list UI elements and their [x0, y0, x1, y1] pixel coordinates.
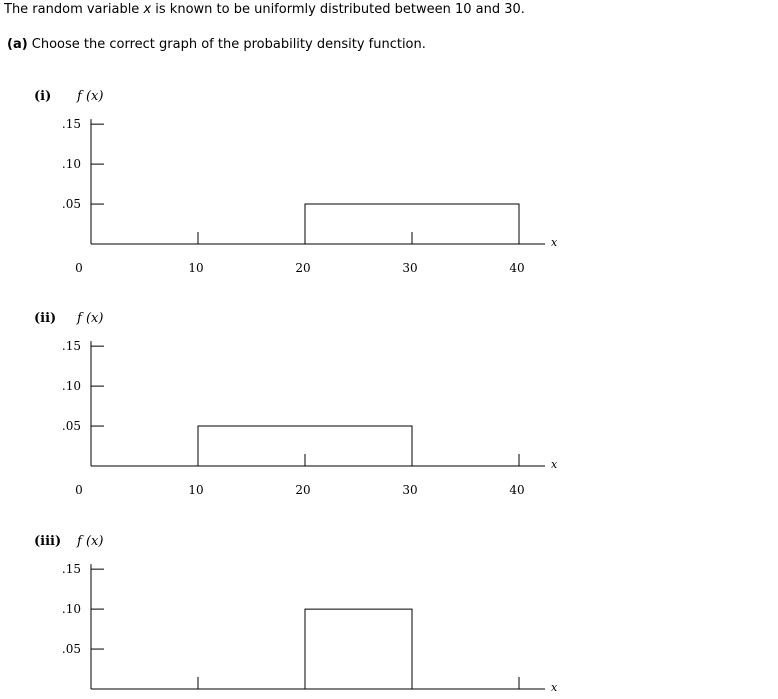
y-tick-label: .15 [61, 117, 81, 132]
x-tick-label: 0 [75, 261, 83, 275]
y-tick-label: .05 [61, 197, 81, 212]
x-tick-label: 10 [188, 261, 204, 275]
option-label: (ii) [34, 311, 57, 326]
x-tick-label: 20 [295, 261, 311, 275]
x-tick-label: 20 [295, 483, 311, 497]
option-label: (iii) [34, 534, 62, 549]
y-tick-label: .15 [61, 339, 81, 354]
pdf-graph-option [34, 311, 558, 497]
density-rectangle [305, 609, 412, 689]
y-axis-title: f (x) [77, 89, 104, 104]
pdf-graph-option [34, 89, 558, 275]
x-tick-label: 0 [75, 483, 83, 497]
intro-after: is known to be uniformly distributed between 10 and 30. [151, 2, 525, 17]
x-tick-label: 30 [402, 261, 418, 275]
x-axis-title: x [551, 681, 558, 694]
y-tick-label: .05 [61, 642, 81, 657]
y-tick-label: .10 [61, 602, 81, 617]
option-label: (i) [34, 89, 52, 104]
y-tick-label: .15 [61, 562, 81, 577]
y-axis-title: f (x) [77, 311, 104, 326]
intro-variable: x [143, 2, 152, 17]
x-axis-title: x [551, 236, 558, 249]
y-tick-label: .10 [61, 157, 81, 172]
x-tick-label: 40 [509, 483, 525, 497]
intro-before: The random variable [4, 2, 144, 17]
question-part: (a) [7, 37, 28, 52]
y-tick-label: .05 [61, 419, 81, 434]
y-axis-title: f (x) [77, 534, 104, 549]
x-axis-title: x [551, 458, 558, 471]
y-tick-label: .10 [61, 379, 81, 394]
x-tick-label: 40 [509, 261, 525, 275]
pdf-graph-option [34, 534, 558, 699]
question-text: Choose the correct graph of the probability density function. [27, 37, 426, 52]
x-tick-label: 30 [402, 483, 418, 497]
x-tick-label: 10 [188, 483, 204, 497]
